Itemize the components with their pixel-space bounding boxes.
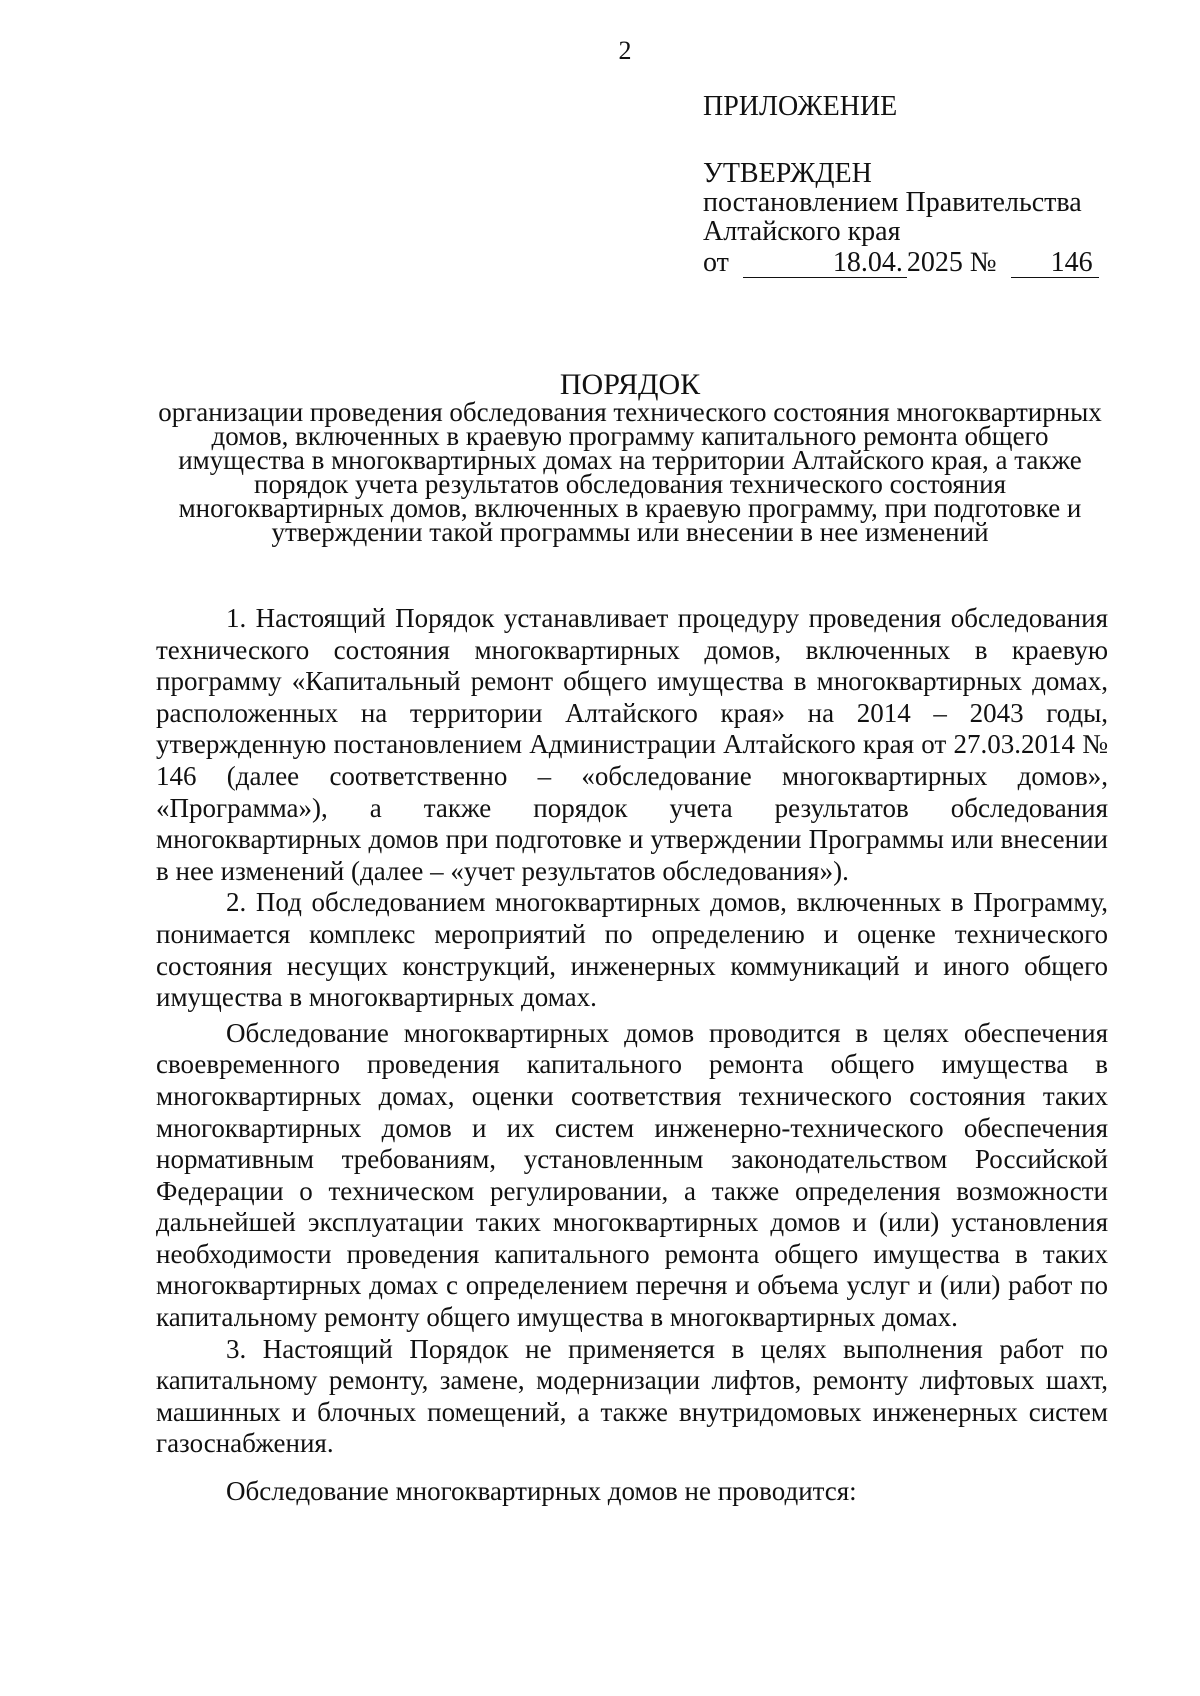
page-number: 2 bbox=[618, 36, 632, 65]
paragraph-3: Обследование многоквартирных домов проводится в целях обеспечения своевременного проведения капитального ремонта общего имущества в многоквартирных домах, оценки соответствия технического состояния таких многоквартирных домов и их систем инженерно-технического обеспечения нормативным требованиям, установленным законодательством Российской Федерации о техническом регулировании, а также определения возможности дальнейшей эксплуатации таких многоквартирных домов и (или) установления необходимости проведения капитального ремонта общего имущества в таких многоквартирных домах с определением перечня и объема услуг и (или) работ по капитальному ремонту общего имущества в многоквартирных домах. bbox=[156, 1017, 1108, 1333]
paragraph-1: 1. Настоящий Порядок устанавливает процедуру проведения обследования технического состояния многоквартирных домов, включенных в краевую программу «Капитальный ремонт общего имущества в многоквартирных домах, расположенных на территории Алтайского края» на 2014 – 2043 годы, утвержденную постановлением Администрации Алтайского края от 27.03.2014 № 146 (далее соответственно – «обследование многоквартирных домов», «Программа»), а также порядок учета результатов обследования многоквартирных домов при подготовке и утверждении Программы или внесении в нее изменений (далее – «учет результатов обследования»). bbox=[156, 603, 1108, 886]
paragraph-5: Обследование многоквартирных домов не проводится: bbox=[226, 1476, 857, 1507]
paragraph-2: 2. Под обследованием многоквартирных домов, включенных в Программу, понимается комплекс мероприятий по определению и оценке технического состояния несущих конструкций, инженерных коммуникаций и иного общего имущества в многоквартирных домах. bbox=[156, 887, 1108, 1013]
year-label: 2025 № bbox=[906, 247, 997, 278]
document-number: 146 bbox=[1011, 249, 1099, 278]
appendix-label: ПРИЛОЖЕНИЕ bbox=[703, 91, 898, 122]
paragraph-4: 3. Настоящий Порядок не применяется в целях выполнения работ по капитальному ремонту, замене, модернизации лифтов, ремонту лифтовых шахт, машинных и блочных помещений, а также внутридомовых инженерных систем газоснабжения. bbox=[156, 1333, 1108, 1459]
title-block bbox=[150, 368, 1110, 547]
from-label: от bbox=[703, 247, 729, 278]
date-value: 18.04. bbox=[743, 249, 907, 278]
approved-by-line-1: постановлением Правительства bbox=[703, 187, 1082, 218]
approval-date-line bbox=[703, 248, 1123, 278]
approved-label: УТВЕРЖДЕН bbox=[703, 158, 872, 189]
body-text bbox=[156, 603, 1108, 1508]
approved-by-line-2: Алтайского края bbox=[703, 216, 901, 247]
document-subtitle: организации проведения обследования технического состояния многоквартирных домов, включенных в краевую программу капитального ремонта общего имущества в многоквартирных домах на территории Алтайского края, а также порядок учета результатов обследования технического состояния многоквартирных домов, включенных в краевую программу, при подготовке и утверждении такой программы или внесении в нее изменений bbox=[158, 397, 1102, 547]
approval-block bbox=[703, 92, 1123, 278]
document-heading: ПОРЯДОК bbox=[559, 368, 701, 401]
